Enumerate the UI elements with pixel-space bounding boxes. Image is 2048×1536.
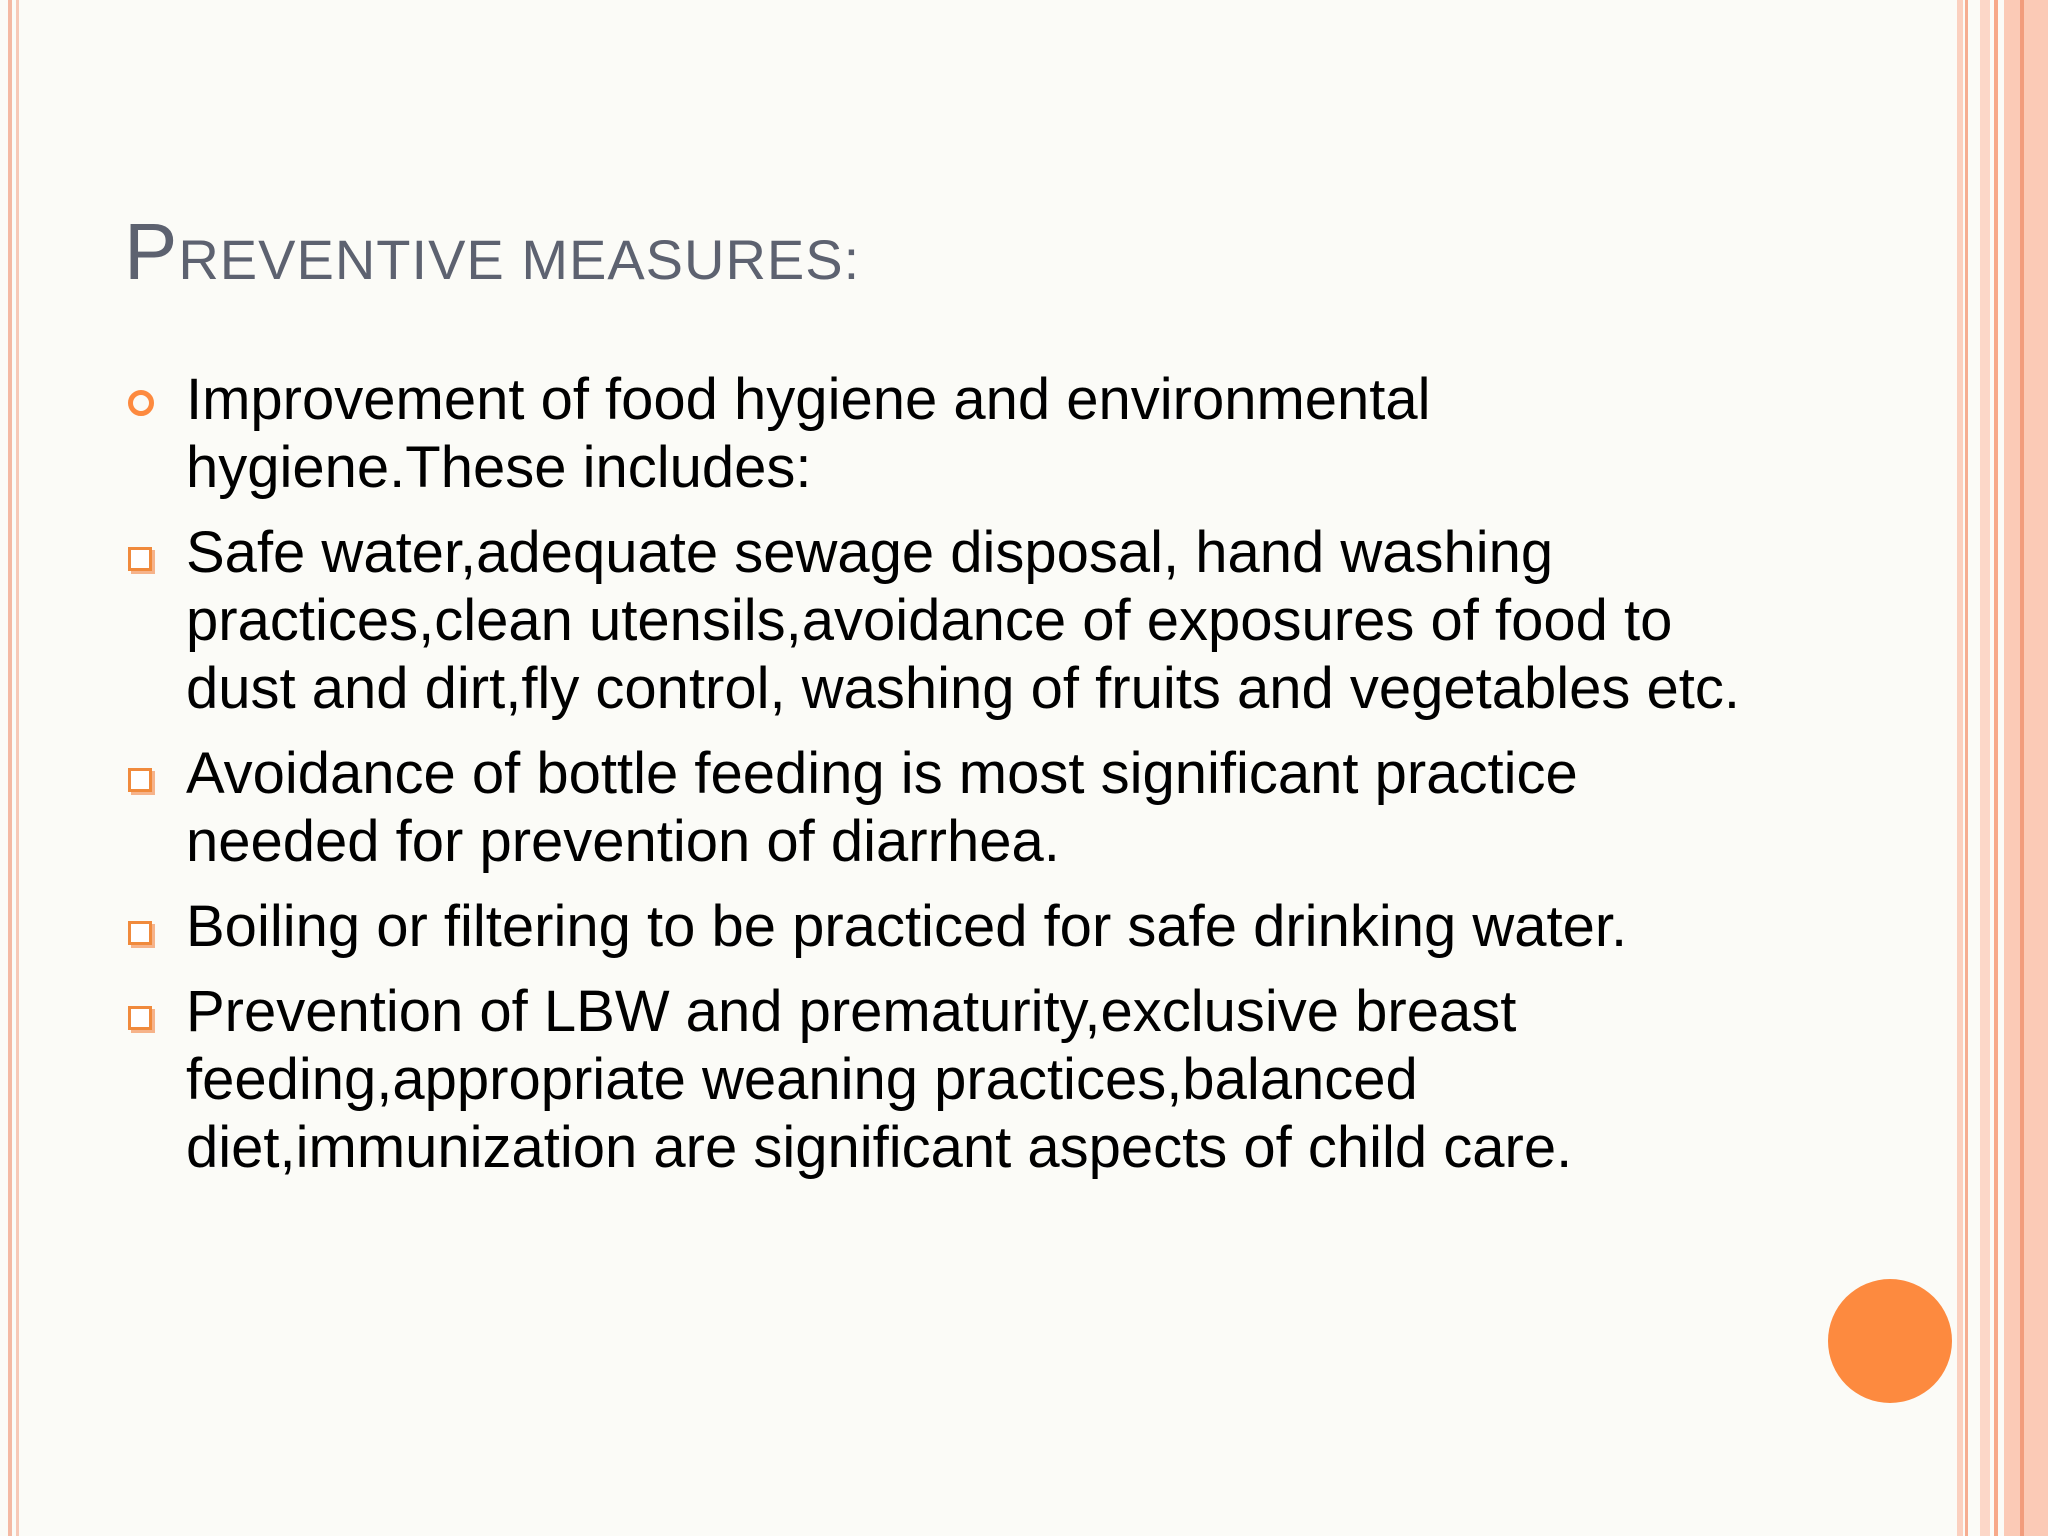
bullet-text: Improvement of food hygiene and environmental hygiene.These includes: bbox=[186, 367, 1431, 500]
right-stripe bbox=[1957, 0, 1963, 1536]
right-stripe bbox=[2020, 0, 2024, 1536]
list-item bbox=[124, 519, 1764, 723]
slide-title bbox=[124, 206, 860, 298]
bullet-text: Avoidance of bottle feeding is most significant practice needed for prevention of diarrhea. bbox=[186, 741, 1578, 874]
circle-bullet-icon bbox=[128, 390, 154, 416]
list-item bbox=[124, 366, 1764, 502]
list-item bbox=[124, 740, 1764, 876]
bullet-text: Prevention of LBW and prematurity,exclusive breast feeding,appropriate weaning practices,balanced diet,immunization are significant aspects of child care. bbox=[186, 979, 1573, 1180]
right-stripe bbox=[1994, 0, 1998, 1536]
title-rest: REVENTIVE MEASURES: bbox=[178, 228, 861, 291]
bullet-list bbox=[124, 366, 1764, 1199]
bullet-text: Boiling or filtering to be practiced for safe drinking water. bbox=[186, 894, 1628, 959]
square-bullet-icon bbox=[128, 1006, 152, 1030]
list-item bbox=[124, 978, 1764, 1182]
right-stripe bbox=[2004, 0, 2048, 1536]
decorative-circle bbox=[1828, 1279, 1952, 1403]
square-bullet-icon bbox=[128, 547, 152, 571]
left-border-line-inner bbox=[16, 0, 19, 1536]
square-bullet-icon bbox=[128, 768, 152, 792]
right-stripe bbox=[1965, 0, 1968, 1536]
list-item bbox=[124, 893, 1764, 961]
square-bullet-icon bbox=[128, 921, 152, 945]
right-stripe bbox=[1980, 0, 1990, 1536]
title-initial: P bbox=[124, 207, 179, 296]
left-border-line bbox=[8, 0, 12, 1536]
bullet-text: Safe water,adequate sewage disposal, hand washing practices,clean utensils,avoidance of exposures of food to dust and dirt,fly control, washing of fruits and vegetables etc. bbox=[186, 520, 1740, 721]
